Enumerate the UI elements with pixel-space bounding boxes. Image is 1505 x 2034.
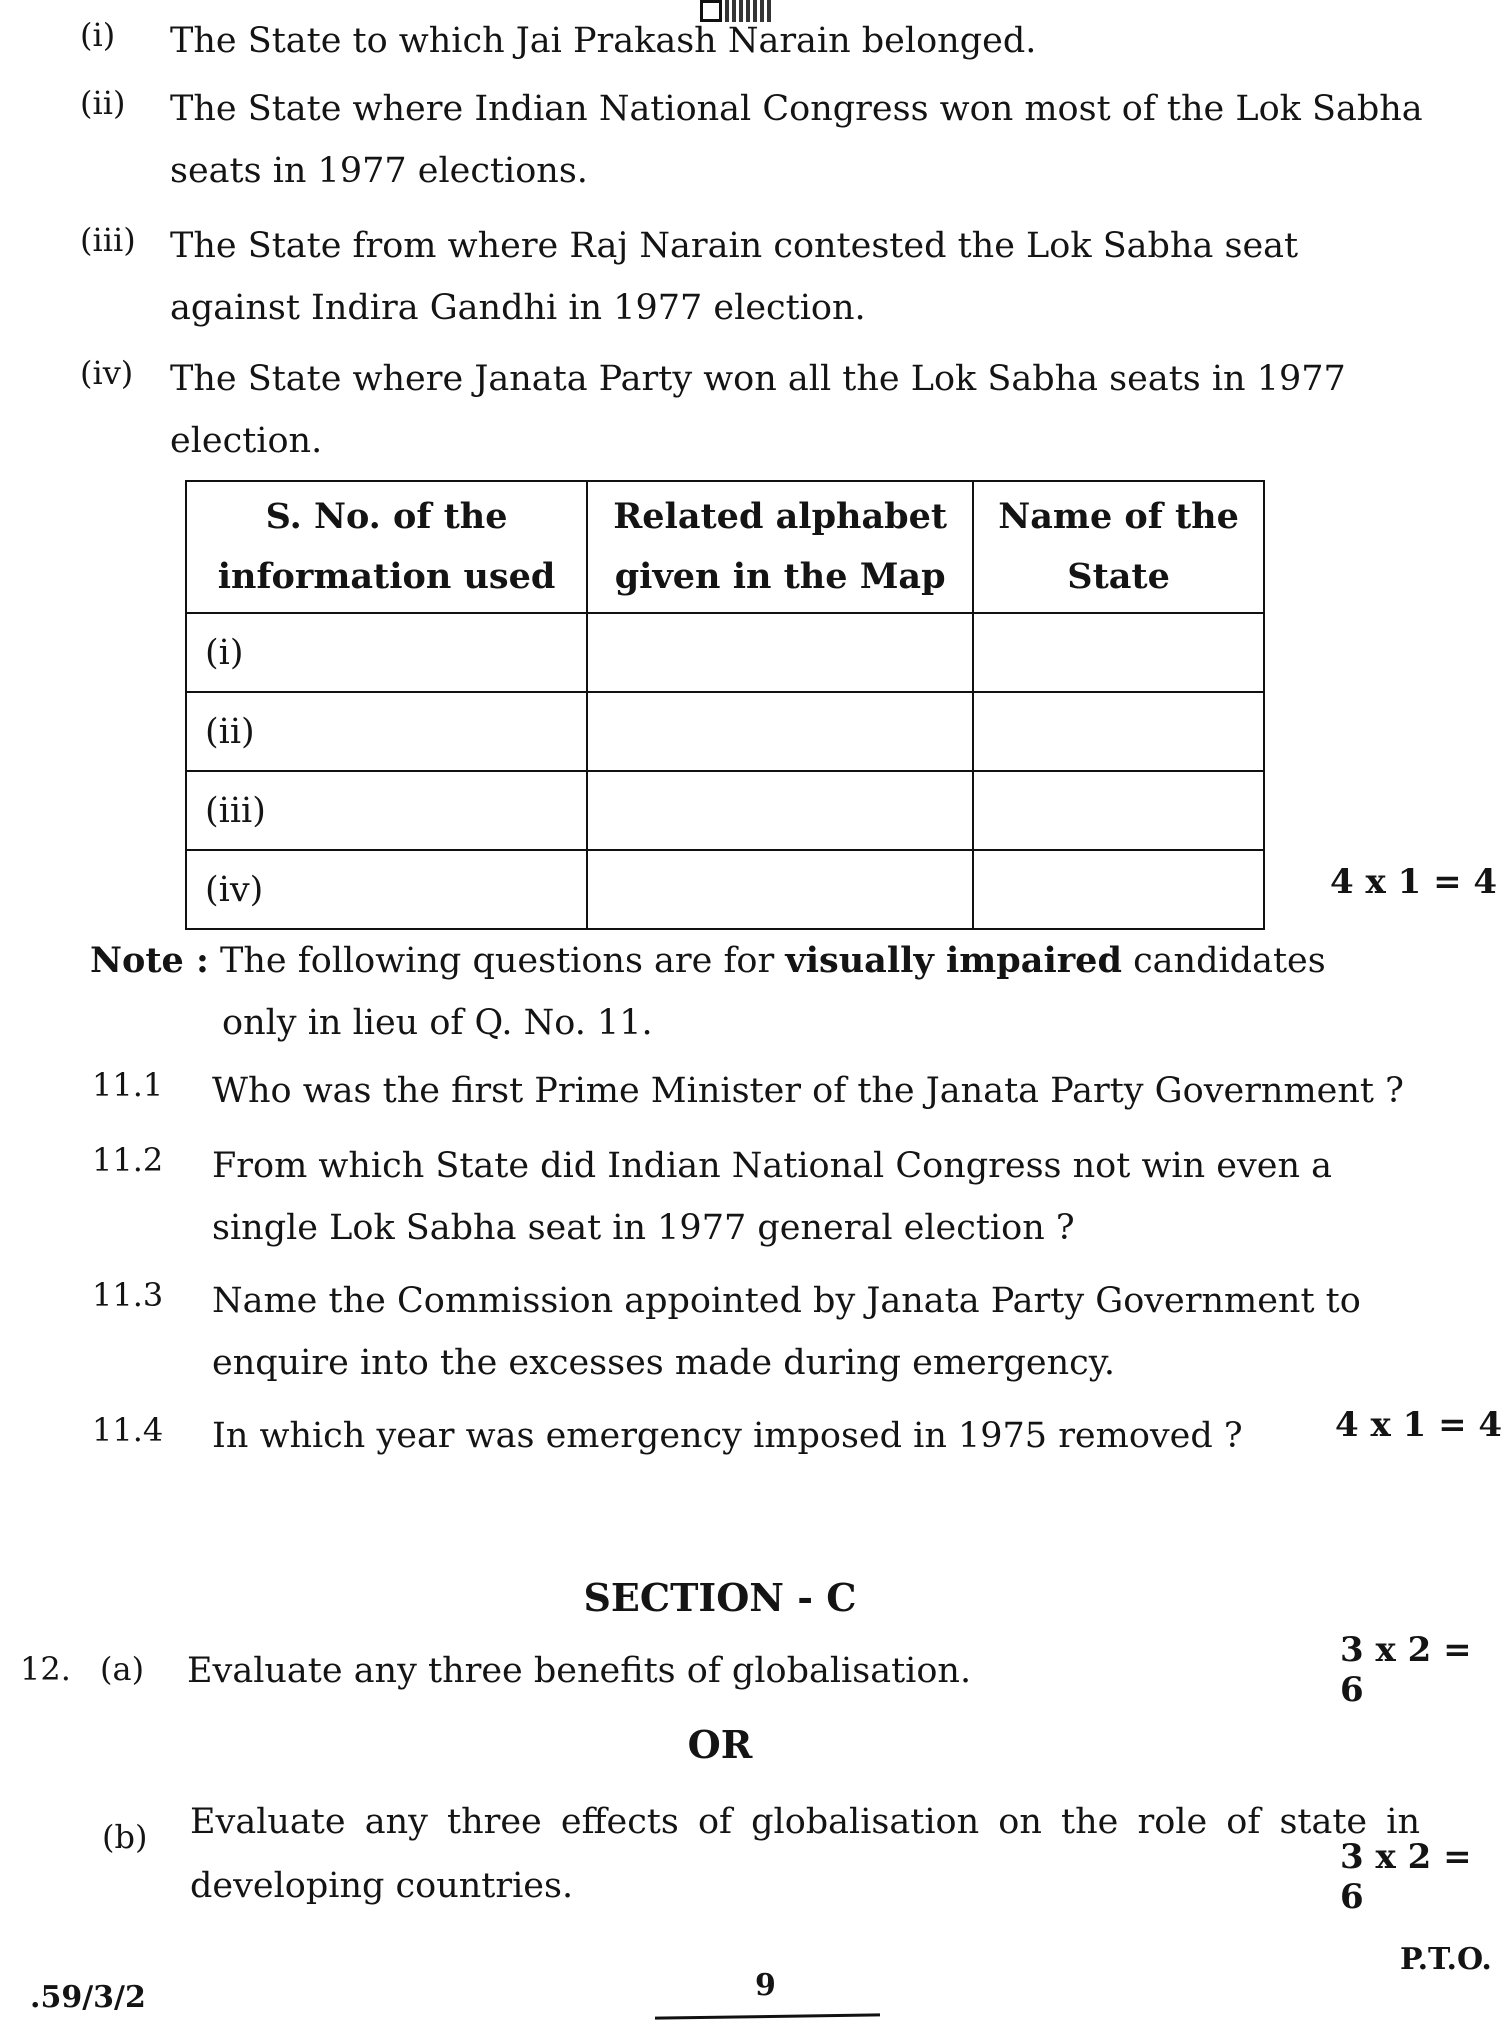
state-cell[interactable] — [973, 850, 1264, 929]
vi-question-11-4 — [92, 1405, 1292, 1467]
question-number: 11.3 — [92, 1276, 164, 1314]
map-item-i — [80, 10, 1440, 72]
question-12a-label: (a) — [100, 1650, 145, 1688]
question-12a-marks: 3 x 2 = 6 — [1340, 1630, 1472, 1710]
state-cell[interactable] — [973, 613, 1264, 692]
header-state: Name of the State — [973, 481, 1264, 613]
alphabet-cell[interactable] — [587, 771, 973, 850]
table-row — [186, 692, 1264, 771]
question-number: 11.2 — [92, 1141, 164, 1179]
question-12b-text: Evaluate any three effects of globalisation on the role of state in developing countries. — [190, 1802, 1420, 1906]
alphabet-cell[interactable] — [587, 613, 973, 692]
alphabet-cell[interactable] — [587, 692, 973, 771]
page-number: 9 — [755, 1968, 776, 2003]
alphabet-cell[interactable] — [587, 850, 973, 929]
item-text: The State from where Raj Narain contested the Lok Sabha seat against Indira Gandhi in 1977 election. — [170, 226, 1299, 328]
item-text: The State where Janata Party won all the Lok Sabha seats in 1977 election. — [170, 359, 1346, 461]
note-line-2: only in lieu of Q. No. 11. — [222, 1003, 653, 1043]
note — [90, 930, 1430, 992]
table-row — [186, 771, 1264, 850]
question-number: 11.4 — [92, 1411, 164, 1449]
table-row — [186, 613, 1264, 692]
table-header-row — [186, 481, 1264, 613]
vi-question-11-3 — [92, 1270, 1452, 1394]
map-item-iv — [80, 348, 1450, 472]
paper-code: .59/3/2 — [30, 1980, 146, 2015]
page-number-underline — [655, 2013, 880, 2019]
question-12-number: 12. — [20, 1650, 71, 1688]
note-text-after: candidates — [1133, 941, 1326, 981]
question-text: From which State did Indian National Congress not win even a single Lok Sabha seat in 1977 general election ? — [212, 1146, 1332, 1248]
pto-label: P.T.O. — [1400, 1942, 1492, 1977]
header-alphabet: Related alphabet given in the Map — [587, 481, 973, 613]
state-cell[interactable] — [973, 692, 1264, 771]
row-sno: (iv) — [186, 850, 587, 929]
item-number: (ii) — [80, 84, 126, 122]
vi-question-11-2 — [92, 1135, 1452, 1259]
question-text: Name the Commission appointed by Janata Party Government to enquire into the excesses made during emergency. — [212, 1281, 1361, 1383]
table-row — [186, 850, 1264, 929]
note-text: The following questions are for — [220, 941, 775, 981]
state-cell[interactable] — [973, 771, 1264, 850]
item-number: (iii) — [80, 221, 136, 259]
or-separator: OR — [687, 1722, 753, 1767]
row-sno: (ii) — [186, 692, 587, 771]
question-12b-marks: 3 x 2 = 6 — [1340, 1837, 1472, 1917]
question-text: In which year was emergency imposed in 1975 removed ? — [212, 1416, 1243, 1456]
vi-question-11-1 — [92, 1060, 1452, 1122]
answer-table — [185, 480, 1265, 930]
question-number: 11.1 — [92, 1066, 164, 1104]
section-title: SECTION - C — [583, 1575, 857, 1620]
map-item-ii — [80, 78, 1450, 202]
map-item-iii — [80, 215, 1450, 339]
item-number: (i) — [80, 16, 116, 54]
header-sno: S. No. of the information used — [186, 481, 587, 613]
item-number: (iv) — [80, 354, 134, 392]
row-sno: (i) — [186, 613, 587, 692]
vi-marks: 4 x 1 = 4 — [1335, 1405, 1503, 1445]
table-marks: 4 x 1 = 4 — [1330, 862, 1498, 902]
note-emphasis: visually impaired — [785, 940, 1122, 981]
row-sno: (iii) — [186, 771, 587, 850]
question-12a-text: Evaluate any three benefits of globalisation. — [187, 1651, 972, 1691]
item-text: The State to which Jai Prakash Narain belonged. — [170, 21, 1037, 61]
note-label: Note : — [90, 940, 209, 981]
question-12b-label: (b) — [102, 1818, 148, 1856]
item-text: The State where Indian National Congress won most of the Lok Sabha seats in 1977 elections. — [170, 89, 1423, 191]
question-text: Who was the first Prime Minister of the Janata Party Government ? — [212, 1071, 1404, 1111]
